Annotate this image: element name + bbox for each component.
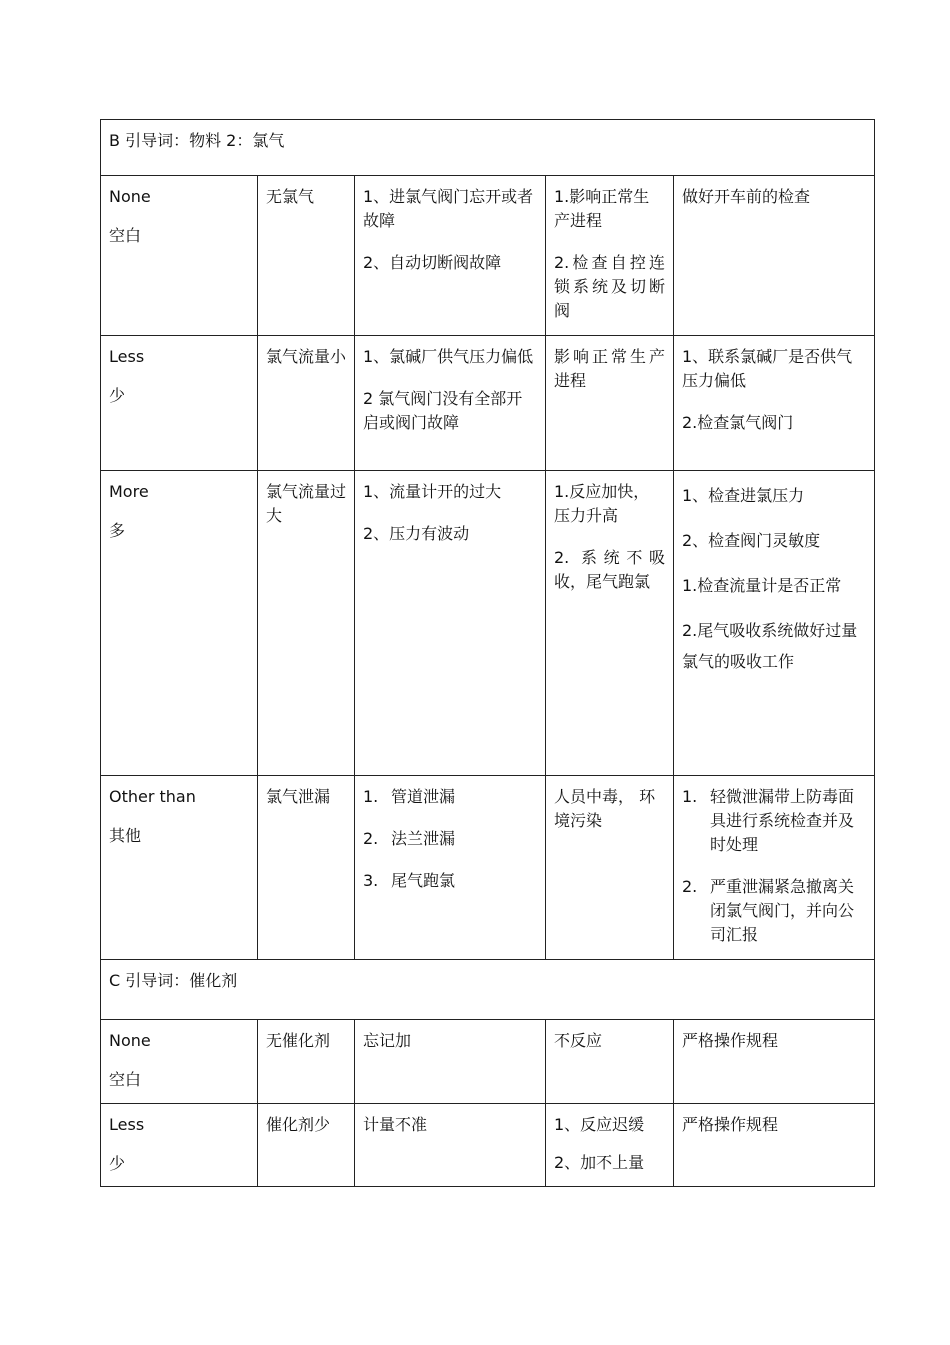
cause-cell: 忘记加 xyxy=(355,1020,546,1104)
guide-word-zh: 空白 xyxy=(109,1070,142,1089)
consequence-item: 2.检查自控连锁系统及切断阀 xyxy=(554,253,665,320)
consequence-item: 1.反应加快，压力升高 xyxy=(554,482,650,525)
deviation-cell: 氯气流量小 xyxy=(258,336,355,471)
cause-item xyxy=(363,827,537,851)
guide-word-zh: 空白 xyxy=(109,226,142,245)
guide-word-cell xyxy=(101,1104,258,1187)
deviation-cell: 无氯气 xyxy=(258,176,355,336)
causes-cell xyxy=(355,776,546,960)
measures-cell xyxy=(674,176,875,336)
consequences-cell xyxy=(546,336,674,471)
consequence-item: 1、反应迟缓 xyxy=(554,1115,645,1134)
list-number: 3. xyxy=(363,871,379,890)
causes-cell xyxy=(355,336,546,471)
list-text: 法兰泄漏 xyxy=(391,829,456,848)
table-row xyxy=(101,1104,875,1187)
guide-word-cell xyxy=(101,776,258,960)
consequence-item: 1.影响正常生产进程 xyxy=(554,187,650,230)
cause-item xyxy=(363,869,537,893)
guide-word-en: Less xyxy=(109,347,145,366)
measure-item: 做好开车前的检查 xyxy=(682,187,811,206)
cause-cell: 计量不准 xyxy=(355,1104,546,1187)
measure-item xyxy=(682,785,866,857)
guide-word-en: More xyxy=(109,482,149,501)
measure-cell: 严格操作规程 xyxy=(674,1020,875,1104)
causes-cell xyxy=(355,176,546,336)
hazop-table xyxy=(100,119,875,1187)
measure-item: 2.尾气吸收系统做好过量氯气的吸收工作 xyxy=(682,621,858,671)
guide-word-en: Less xyxy=(109,1115,145,1134)
guide-word-en: Other than xyxy=(109,787,196,806)
deviation-cell: 无催化剂 xyxy=(258,1020,355,1104)
causes-cell xyxy=(355,471,546,776)
list-text: 轻微泄漏带上防毒面具进行系统检查并及时处理 xyxy=(710,787,855,854)
consequence-item: 2. 系统不吸收，尾气跑氯 xyxy=(554,548,665,591)
cause-item: 1、流量计开的过大 xyxy=(363,482,502,501)
list-text: 严重泄漏紧急撤离关闭氯气阀门，并向公司汇报 xyxy=(710,877,855,944)
consequences-cell xyxy=(546,176,674,336)
deviation-cell: 氯气泄漏 xyxy=(258,776,355,960)
cause-item xyxy=(363,785,537,809)
cause-item: 2 氯气阀门没有全部开启或阀门故障 xyxy=(363,389,523,432)
guide-word-cell xyxy=(101,176,258,336)
guide-word-zh: 多 xyxy=(109,521,126,540)
consequence-item: 2、加不上量 xyxy=(554,1153,645,1172)
cause-item: 2、自动切断阀故障 xyxy=(363,253,502,272)
table-row xyxy=(101,776,875,960)
measure-item: 1.检查流量计是否正常 xyxy=(682,576,842,595)
consequence-item: 影响正常生产进程 xyxy=(554,347,665,390)
measures-cell xyxy=(674,471,875,776)
list-number: 2. xyxy=(363,829,379,848)
measure-item: 1、联系氯碱厂是否供气压力偏低 xyxy=(682,347,853,390)
measures-cell xyxy=(674,336,875,471)
guide-word-zh: 少 xyxy=(109,386,126,405)
list-number: 2. xyxy=(682,877,698,896)
cause-item: 1、进氯气阀门忘开或者故障 xyxy=(363,187,534,230)
guide-word-cell xyxy=(101,471,258,776)
table-row xyxy=(101,176,875,336)
cause-item: 2、压力有波动 xyxy=(363,524,470,543)
section-title: C 引导词：催化剂 xyxy=(101,960,875,1020)
list-number: 1. xyxy=(363,787,379,806)
guide-word-cell xyxy=(101,336,258,471)
list-text: 管道泄漏 xyxy=(391,787,456,806)
table-row xyxy=(101,336,875,471)
measure-item: 2.检查氯气阀门 xyxy=(682,413,794,432)
consequence-item: 人员中毒， 环境污染 xyxy=(554,787,656,830)
section-header-c xyxy=(101,960,875,1020)
guide-word-cell xyxy=(101,1020,258,1104)
consequences-cell xyxy=(546,1104,674,1187)
list-text: 尾气跑氯 xyxy=(391,871,456,890)
section-header-b xyxy=(101,120,875,176)
section-title: B 引导词：物料 2：氯气 xyxy=(101,120,875,176)
deviation-cell: 氯气流量过大 xyxy=(258,471,355,776)
consequences-cell xyxy=(546,471,674,776)
guide-word-zh: 少 xyxy=(109,1154,126,1173)
consequence-cell: 不反应 xyxy=(546,1020,674,1104)
cause-item: 1、氯碱厂供气压力偏低 xyxy=(363,347,534,366)
table-row xyxy=(101,471,875,776)
measure-cell: 严格操作规程 xyxy=(674,1104,875,1187)
guide-word-zh: 其他 xyxy=(109,826,142,845)
consequences-cell xyxy=(546,776,674,960)
measure-item: 1、检查进氯压力 xyxy=(682,486,805,505)
guide-word-en: None xyxy=(109,187,151,206)
table-row xyxy=(101,1020,875,1104)
deviation-cell: 催化剂少 xyxy=(258,1104,355,1187)
list-number: 1. xyxy=(682,787,698,806)
measure-item: 2、检查阀门灵敏度 xyxy=(682,531,821,550)
measures-cell xyxy=(674,776,875,960)
guide-word-en: None xyxy=(109,1031,151,1050)
measure-item xyxy=(682,875,866,947)
